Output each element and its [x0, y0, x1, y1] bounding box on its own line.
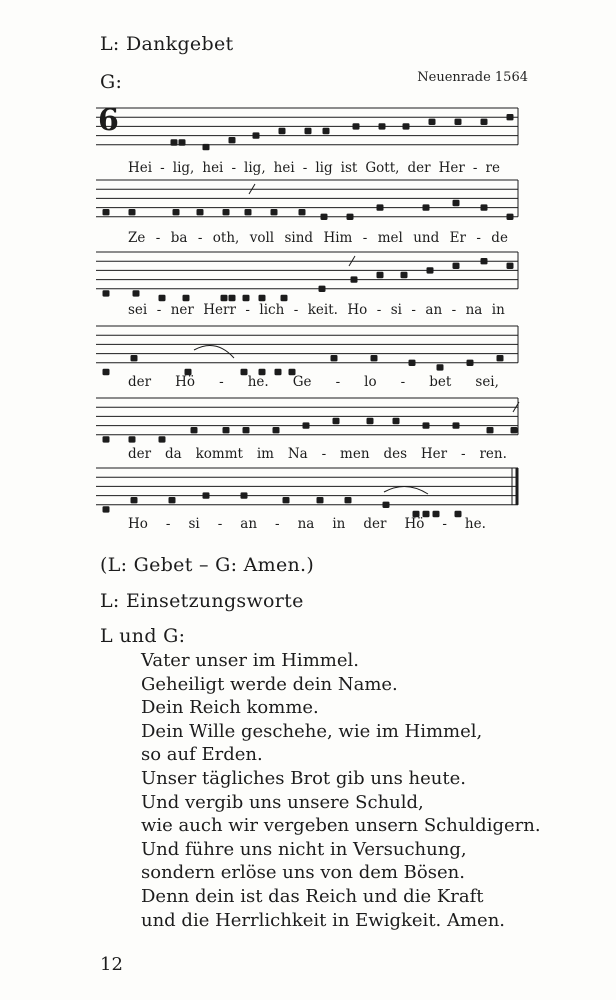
lyric-syllable: na — [297, 516, 315, 532]
note-head — [179, 139, 186, 145]
prayer-line: Geheiligt werde dein Name. — [141, 673, 398, 695]
lyric-syllable: an — [240, 516, 258, 532]
lyric-syllable: Him — [323, 230, 353, 246]
note-head — [427, 267, 434, 273]
lyric-syllable: und — [413, 230, 440, 246]
prayer-line: sondern erlöse uns von dem Bösen. — [141, 862, 465, 884]
note-head — [487, 427, 494, 433]
prayer-line: wie auch wir vergeben unsern Schuldigern. — [141, 815, 541, 837]
note-head — [377, 204, 384, 210]
note-head — [203, 144, 210, 150]
lyric-syllable: der — [128, 374, 152, 390]
note-head — [129, 209, 136, 215]
lyric-syllable: der — [363, 516, 387, 532]
note-head — [171, 139, 178, 145]
note-head — [243, 295, 250, 301]
lyric-line — [128, 446, 507, 462]
syllable-hyphen: - — [219, 374, 224, 390]
lyric-syllable: lig, — [244, 160, 266, 176]
syllable-hyphen: - — [400, 374, 406, 390]
syllable-hyphen: - — [155, 230, 161, 246]
syllable-hyphen: - — [442, 516, 447, 532]
note-head — [507, 214, 514, 220]
note-head — [259, 295, 266, 301]
slur — [194, 346, 234, 359]
lyric-syllable: bet — [429, 374, 452, 390]
note-head — [331, 355, 338, 361]
lyric-line — [128, 516, 486, 532]
lyric-syllable: Gott, — [365, 160, 400, 176]
lyric-syllable: Ho — [347, 302, 368, 318]
syllable-hyphen: - — [451, 302, 457, 318]
syllable-hyphen: - — [411, 302, 416, 318]
note-head — [497, 355, 504, 361]
note-head — [437, 364, 444, 370]
note-head — [173, 209, 180, 215]
lyric-syllable: men — [340, 446, 370, 462]
lords-prayer-text — [141, 649, 541, 932]
syllable-hyphen: - — [231, 160, 236, 176]
lyric-syllable: he. — [247, 374, 269, 390]
note-head — [377, 272, 384, 278]
lyric-line — [128, 302, 505, 318]
prayer-line: Und führe uns nicht in Versuchung, — [141, 838, 467, 860]
note-head — [511, 427, 518, 433]
lyric-syllable: Her — [438, 160, 465, 176]
note-head — [245, 209, 252, 215]
note-head — [191, 427, 198, 433]
lyric-line — [128, 374, 499, 390]
syllable-hyphen: - — [362, 230, 368, 246]
note-head — [409, 360, 416, 366]
syllable-hyphen: - — [461, 446, 466, 462]
note-head — [317, 497, 324, 503]
syllable-hyphen: - — [302, 160, 308, 176]
note-head — [283, 497, 290, 503]
note-head — [323, 128, 330, 134]
words-of-institution-heading: L: Einsetzungsworte — [100, 590, 304, 612]
note-head — [353, 123, 360, 129]
lyric-syllable: sei, — [475, 374, 499, 390]
note-head — [183, 295, 190, 301]
lyric-syllable: in — [491, 302, 505, 318]
note-head — [507, 263, 514, 269]
lyric-syllable: lo — [364, 374, 377, 390]
note-head — [393, 418, 400, 424]
lyric-syllable: mel — [377, 230, 403, 246]
note-head — [351, 276, 358, 282]
lyric-syllable: der — [128, 446, 152, 462]
lyric-syllable: in — [332, 516, 346, 532]
note-head — [299, 209, 306, 215]
note-head — [453, 200, 460, 206]
lyric-syllable: im — [256, 446, 274, 462]
note-head — [345, 497, 352, 503]
note-head — [223, 209, 230, 215]
note-head — [347, 214, 354, 220]
lyric-syllable: de — [491, 230, 508, 246]
note-head — [133, 290, 140, 296]
note-head — [241, 492, 248, 498]
prayer-line: so auf Erden. — [141, 744, 263, 766]
syllable-hyphen: - — [472, 160, 478, 176]
lyric-syllable: Ge — [292, 374, 312, 390]
lyric-syllable: ba — [170, 230, 188, 246]
lyric-syllable: re — [485, 160, 500, 176]
note-head — [203, 492, 210, 498]
congregation-label: G: — [100, 71, 123, 93]
prayer-line: Vater unser im Himmel. — [141, 650, 359, 671]
note-head — [103, 506, 110, 512]
lyric-syllable: Na — [287, 446, 308, 462]
clef-glyph: 6 — [98, 103, 119, 138]
lyric-syllable: hei — [273, 160, 295, 176]
lyric-syllable: Hei — [128, 160, 153, 176]
note-head — [333, 418, 340, 424]
syllable-hyphen: - — [217, 516, 223, 532]
note-head — [279, 128, 286, 134]
note-head — [103, 290, 110, 296]
lyric-syllable: si — [390, 302, 402, 318]
note-head — [169, 497, 176, 503]
prayer-line: Unser tägliches Brot gib uns heute. — [141, 767, 467, 789]
note-head — [453, 263, 460, 269]
note-head — [481, 258, 488, 264]
syllable-hyphen: - — [321, 446, 327, 462]
lyric-syllable: kommt — [195, 446, 243, 462]
note-head — [453, 422, 460, 428]
syllable-hyphen: - — [335, 374, 341, 390]
note-head — [253, 132, 260, 138]
prayer-line: Dein Wille geschehe, wie im Himmel, — [141, 720, 483, 742]
lord-prayer-heading: L und G: — [100, 625, 186, 647]
lyric-syllable: ist — [340, 160, 358, 176]
lyric-syllable: si — [188, 516, 200, 532]
lyric-syllable: an — [425, 302, 443, 318]
lyric-syllable: voll — [249, 230, 275, 246]
note-head — [271, 209, 278, 215]
note-head — [305, 128, 312, 134]
note-head — [319, 286, 326, 292]
lyric-line — [128, 230, 508, 246]
note-head — [159, 295, 166, 301]
note-head — [129, 436, 136, 442]
lyric-syllable: na — [465, 302, 483, 318]
lyric-syllable: keit. — [307, 302, 338, 318]
note-head — [423, 422, 430, 428]
lyric-syllable: Herr — [203, 302, 236, 318]
note-head — [321, 214, 328, 220]
lyric-syllable: ren. — [479, 446, 507, 462]
note-head — [229, 137, 236, 143]
lyric-syllable: Hö — [175, 374, 196, 390]
note-head — [243, 427, 250, 433]
note-head — [131, 355, 138, 361]
note-head — [401, 272, 408, 278]
note-head — [481, 119, 488, 125]
lyric-syllable: lich — [259, 302, 285, 318]
note-head — [379, 123, 386, 129]
lyric-syllable: Hö — [404, 516, 425, 532]
lyric-syllable: Er — [449, 230, 466, 246]
note-head — [303, 422, 310, 428]
syllable-hyphen: - — [197, 230, 203, 246]
note-head — [197, 209, 204, 215]
lyric-syllable: des — [383, 446, 407, 462]
note-head — [423, 204, 430, 210]
lyric-syllable: lig — [315, 160, 333, 176]
note-head — [103, 209, 110, 215]
lyric-syllable: lig, — [172, 160, 195, 176]
note-head — [383, 502, 390, 508]
lyric-syllable: sei — [128, 302, 148, 318]
page-number: 12 — [100, 954, 123, 975]
lyric-syllable: he. — [464, 516, 486, 532]
note-head — [507, 114, 514, 120]
note-head — [229, 295, 236, 301]
syllable-hyphen: - — [275, 516, 280, 532]
syllable-hyphen: - — [156, 302, 162, 318]
syllable-hyphen: - — [165, 516, 171, 532]
prayer-line: Dein Reich komme. — [141, 697, 319, 719]
lyric-syllable: der — [407, 160, 431, 176]
note-head — [403, 123, 410, 129]
note-head — [455, 119, 462, 125]
prayer-line: und die Herrlichkeit in Ewigkeit. Amen. — [141, 909, 506, 931]
lyric-syllable: Ze — [128, 230, 146, 246]
note-head — [429, 119, 436, 125]
lyric-syllable: ner — [170, 302, 194, 318]
note-head — [223, 427, 230, 433]
lyric-syllable: Her — [420, 446, 448, 462]
lyric-syllable: Ho — [128, 516, 148, 532]
note-head — [371, 355, 378, 361]
note-head — [131, 497, 138, 503]
syllable-hyphen: - — [160, 160, 165, 176]
syllable-hyphen: - — [293, 302, 299, 318]
note-head — [467, 360, 474, 366]
lyric-syllable: sind — [284, 230, 314, 246]
note-head — [273, 427, 280, 433]
leader-heading: L: Dankgebet — [100, 33, 234, 55]
note-head — [103, 436, 110, 442]
lyric-syllable: hei — [202, 160, 224, 176]
lyric-syllable: oth, — [212, 230, 240, 246]
note-head — [481, 204, 488, 210]
note-head — [281, 295, 288, 301]
note-head — [159, 436, 166, 442]
syllable-hyphen: - — [245, 302, 250, 318]
note-head — [221, 295, 228, 301]
note-head — [103, 369, 110, 375]
syllable-hyphen: - — [476, 230, 481, 246]
lyric-line — [128, 160, 500, 176]
prayer-line: Denn dein ist das Reich und die Kraft — [141, 885, 484, 907]
syllable-hyphen: - — [376, 302, 382, 318]
prayer-note: (L: Gebet – G: Amen.) — [100, 554, 315, 576]
melody-source: Neuenrade 1564 — [417, 70, 528, 85]
prayer-line: Und vergib uns unsere Schuld, — [141, 791, 424, 813]
lyric-syllable: da — [164, 446, 182, 462]
note-head — [367, 418, 374, 424]
slur — [384, 486, 428, 494]
